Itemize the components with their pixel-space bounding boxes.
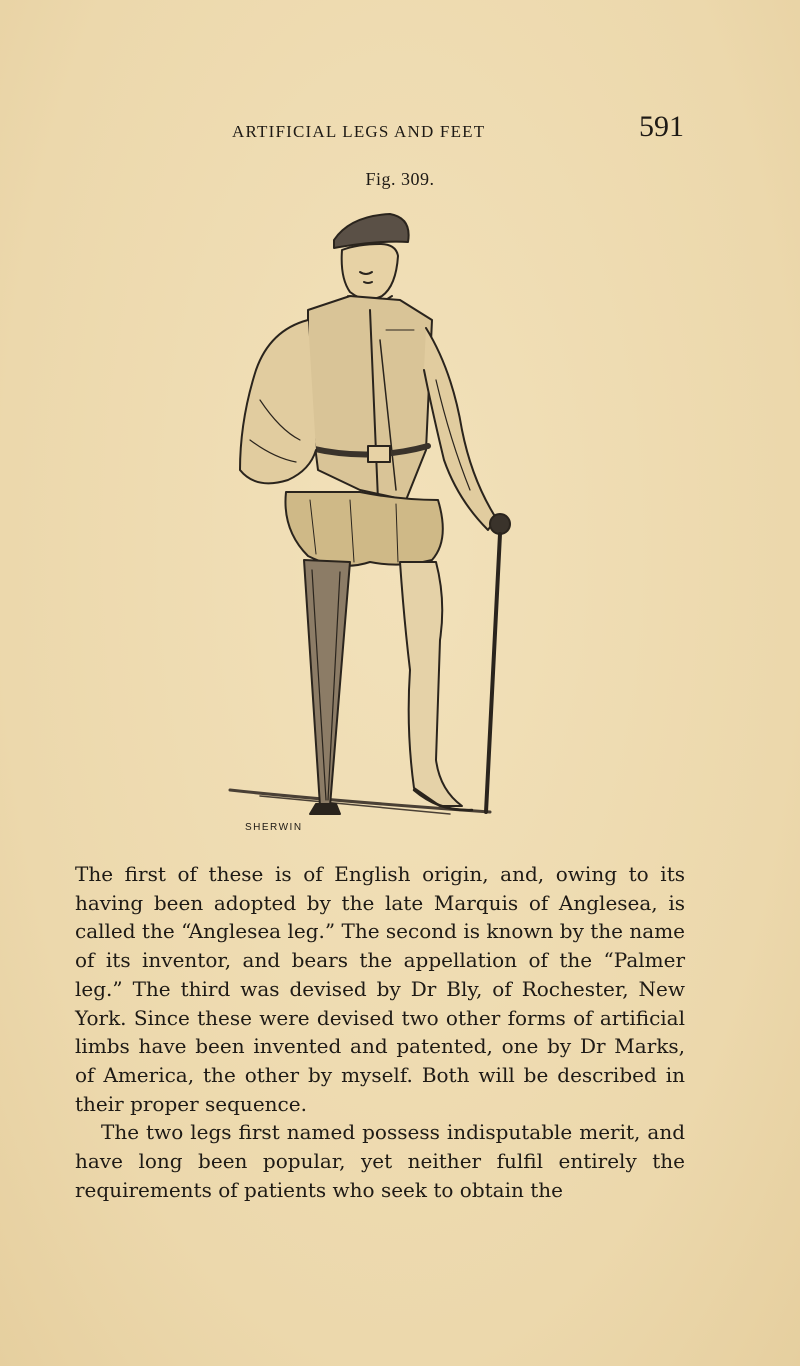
body-text xyxy=(75,860,685,1204)
man-with-artificial-leg-engraving xyxy=(200,200,520,840)
paragraph-2: The two legs first named possess indisputable merit, and have long been popular, yet neither fulfil entirely the requirements of patients who seek to obtain the xyxy=(75,1120,685,1202)
engraver-signature: SHERWIN xyxy=(245,822,303,833)
figure-caption: Fig. 309. xyxy=(365,169,435,189)
figure-illustration xyxy=(200,200,520,840)
running-head xyxy=(232,110,684,146)
paragraph-1: The first of these is of English origin, and, owing to its having been adopted by the late Marquis of Anglesea, is called the “Anglesea leg.” The second is known by the name of its inventor, and bears the appellation of the “Palmer leg.” The third was devised by Dr Bly, of Rochester, New York. Since these were devised two other forms of artificial limbs have been invented and patented, one by Dr Marks, of America, the other by myself. Both will be described in their proper sequence. xyxy=(75,862,685,1116)
page-number: 591 xyxy=(639,110,684,143)
running-title: ARTIFICIAL LEGS AND FEET xyxy=(232,122,486,141)
